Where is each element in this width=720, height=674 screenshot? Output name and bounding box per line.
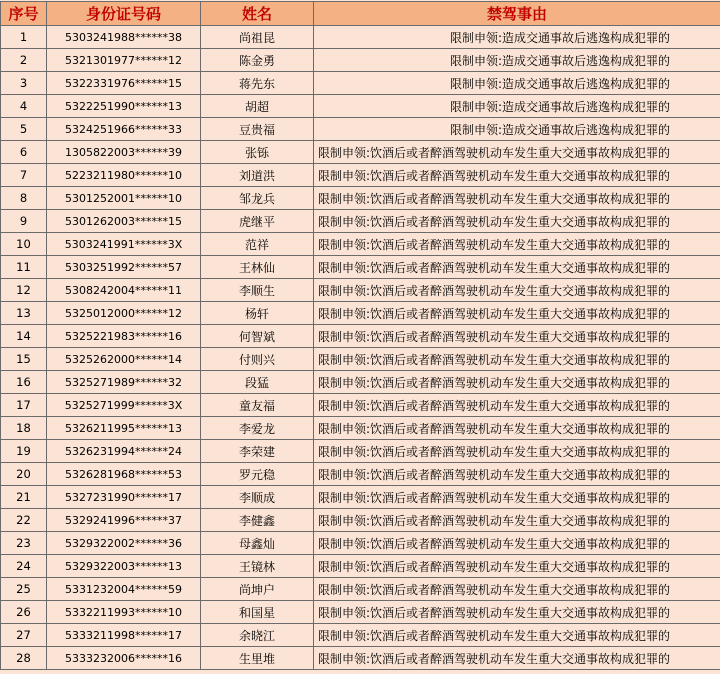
ban-reason-cell: 限制申领:饮酒后或者醉酒驾驶机动车发生重大交通事故构成犯罪的 xyxy=(314,187,720,210)
name-cell: 童友福 xyxy=(201,394,314,417)
table-row xyxy=(1,348,720,371)
name-cell: 付则兴 xyxy=(201,348,314,371)
serial-number-cell: 6 xyxy=(1,141,47,164)
table-row xyxy=(1,95,720,118)
ban-reason-cell: 限制申领:饮酒后或者醉酒驾驶机动车发生重大交通事故构成犯罪的 xyxy=(314,647,720,670)
name-cell: 虎继平 xyxy=(201,210,314,233)
id-number-cell: 5332211993******10 xyxy=(47,601,201,624)
id-number-cell: 5321301977******12 xyxy=(47,49,201,72)
name-cell: 尚坤户 xyxy=(201,578,314,601)
table-row xyxy=(1,118,720,141)
table-row xyxy=(1,325,720,348)
id-number-cell: 5325221983******16 xyxy=(47,325,201,348)
id-number-cell: 5333232006******16 xyxy=(47,647,201,670)
ban-reason-cell: 限制申领:饮酒后或者醉酒驾驶机动车发生重大交通事故构成犯罪的 xyxy=(314,578,720,601)
id-number-cell: 5301252001******10 xyxy=(47,187,201,210)
serial-number-cell: 23 xyxy=(1,532,47,555)
id-number-cell: 5325262000******14 xyxy=(47,348,201,371)
ban-reason-cell: 限制申领:饮酒后或者醉酒驾驶机动车发生重大交通事故构成犯罪的 xyxy=(314,394,720,417)
id-number-cell: 5329241996******37 xyxy=(47,509,201,532)
ban-reason-cell: 限制申领:造成交通事故后逃逸构成犯罪的 xyxy=(314,95,720,118)
name-cell: 余晓江 xyxy=(201,624,314,647)
name-cell: 张铄 xyxy=(201,141,314,164)
serial-number-cell: 16 xyxy=(1,371,47,394)
name-cell: 母鑫灿 xyxy=(201,532,314,555)
table-row xyxy=(1,463,720,486)
ban-reason-cell: 限制申领:饮酒后或者醉酒驾驶机动车发生重大交通事故构成犯罪的 xyxy=(314,624,720,647)
ban-reason-cell: 限制申领:饮酒后或者醉酒驾驶机动车发生重大交通事故构成犯罪的 xyxy=(314,233,720,256)
ban-reason-cell: 限制申领:饮酒后或者醉酒驾驶机动车发生重大交通事故构成犯罪的 xyxy=(314,532,720,555)
name-cell: 尚祖昆 xyxy=(201,26,314,49)
name-cell: 陈金勇 xyxy=(201,49,314,72)
table-row xyxy=(1,141,720,164)
name-cell: 蒋先东 xyxy=(201,72,314,95)
table-row xyxy=(1,440,720,463)
id-number-cell: 5324251966******33 xyxy=(47,118,201,141)
id-number-cell: 5223211980******10 xyxy=(47,164,201,187)
id-number-cell: 5322331976******15 xyxy=(47,72,201,95)
ban-reason-cell: 限制申领:饮酒后或者醉酒驾驶机动车发生重大交通事故构成犯罪的 xyxy=(314,141,720,164)
serial-number-cell: 18 xyxy=(1,417,47,440)
id-number-cell: 5326211995******13 xyxy=(47,417,201,440)
id-number-cell: 5303241991******3X xyxy=(47,233,201,256)
id-number-cell: 5329322003******13 xyxy=(47,555,201,578)
ban-reason-cell: 限制申领:饮酒后或者醉酒驾驶机动车发生重大交通事故构成犯罪的 xyxy=(314,325,720,348)
id-number-cell: 5329322002******36 xyxy=(47,532,201,555)
table-row xyxy=(1,601,720,624)
serial-number-cell: 1 xyxy=(1,26,47,49)
name-cell: 李健鑫 xyxy=(201,509,314,532)
id-number-cell: 5325271989******32 xyxy=(47,371,201,394)
id-number-cell: 5301262003******15 xyxy=(47,210,201,233)
id-number-cell: 5326231994******24 xyxy=(47,440,201,463)
table-row xyxy=(1,256,720,279)
ban-reason-cell: 限制申领:饮酒后或者醉酒驾驶机动车发生重大交通事故构成犯罪的 xyxy=(314,256,720,279)
serial-number-cell: 7 xyxy=(1,164,47,187)
ban-reason-cell: 限制申领:饮酒后或者醉酒驾驶机动车发生重大交通事故构成犯罪的 xyxy=(314,210,720,233)
id-number-cell: 5325271999******3X xyxy=(47,394,201,417)
table-row xyxy=(1,210,720,233)
name-cell: 刘道洪 xyxy=(201,164,314,187)
name-cell: 王林仙 xyxy=(201,256,314,279)
table-row xyxy=(1,624,720,647)
serial-number-cell: 14 xyxy=(1,325,47,348)
table-row xyxy=(1,371,720,394)
name-cell: 李荣建 xyxy=(201,440,314,463)
table-row xyxy=(1,26,720,49)
id-number-cell: 5325012000******12 xyxy=(47,302,201,325)
header-id-number: 身份证号码 xyxy=(47,2,201,26)
serial-number-cell: 21 xyxy=(1,486,47,509)
id-number-cell: 5303241988******38 xyxy=(47,26,201,49)
id-number-cell: 5333211998******17 xyxy=(47,624,201,647)
table-row xyxy=(1,486,720,509)
id-number-cell: 1305822003******39 xyxy=(47,141,201,164)
name-cell: 何智斌 xyxy=(201,325,314,348)
serial-number-cell: 11 xyxy=(1,256,47,279)
serial-number-cell: 15 xyxy=(1,348,47,371)
table-header xyxy=(1,2,720,26)
table-row xyxy=(1,532,720,555)
id-number-cell: 5331232004******59 xyxy=(47,578,201,601)
table-row xyxy=(1,394,720,417)
id-number-cell: 5322251990******13 xyxy=(47,95,201,118)
name-cell: 李顺成 xyxy=(201,486,314,509)
name-cell: 范祥 xyxy=(201,233,314,256)
serial-number-cell: 13 xyxy=(1,302,47,325)
table-row xyxy=(1,72,720,95)
serial-number-cell: 8 xyxy=(1,187,47,210)
header-serial-number: 序号 xyxy=(1,2,47,26)
ban-reason-cell: 限制申领:造成交通事故后逃逸构成犯罪的 xyxy=(314,72,720,95)
ban-reason-cell: 限制申领:饮酒后或者醉酒驾驶机动车发生重大交通事故构成犯罪的 xyxy=(314,440,720,463)
serial-number-cell: 22 xyxy=(1,509,47,532)
ban-reason-cell: 限制申领:饮酒后或者醉酒驾驶机动车发生重大交通事故构成犯罪的 xyxy=(314,509,720,532)
id-number-cell: 5308242004******11 xyxy=(47,279,201,302)
ban-reason-cell: 限制申领:造成交通事故后逃逸构成犯罪的 xyxy=(314,26,720,49)
table-row xyxy=(1,578,720,601)
ban-reason-cell: 限制申领:饮酒后或者醉酒驾驶机动车发生重大交通事故构成犯罪的 xyxy=(314,555,720,578)
name-cell: 豆贵福 xyxy=(201,118,314,141)
serial-number-cell: 2 xyxy=(1,49,47,72)
ban-reason-cell: 限制申领:造成交通事故后逃逸构成犯罪的 xyxy=(314,49,720,72)
table-row xyxy=(1,233,720,256)
id-number-cell: 5327231990******17 xyxy=(47,486,201,509)
name-cell: 李顺生 xyxy=(201,279,314,302)
ban-reason-cell: 限制申领:饮酒后或者醉酒驾驶机动车发生重大交通事故构成犯罪的 xyxy=(314,601,720,624)
ban-reason-cell: 限制申领:造成交通事故后逃逸构成犯罪的 xyxy=(314,118,720,141)
table-row xyxy=(1,302,720,325)
serial-number-cell: 4 xyxy=(1,95,47,118)
table-row xyxy=(1,417,720,440)
table-row xyxy=(1,555,720,578)
id-number-cell: 5326281968******53 xyxy=(47,463,201,486)
id-number-cell: 5303251992******57 xyxy=(47,256,201,279)
serial-number-cell: 17 xyxy=(1,394,47,417)
ban-reason-cell: 限制申领:饮酒后或者醉酒驾驶机动车发生重大交通事故构成犯罪的 xyxy=(314,486,720,509)
serial-number-cell: 9 xyxy=(1,210,47,233)
name-cell: 邹龙兵 xyxy=(201,187,314,210)
header-row xyxy=(1,2,720,26)
serial-number-cell: 26 xyxy=(1,601,47,624)
serial-number-cell: 27 xyxy=(1,624,47,647)
table-row xyxy=(1,49,720,72)
serial-number-cell: 3 xyxy=(1,72,47,95)
serial-number-cell: 25 xyxy=(1,578,47,601)
table-row xyxy=(1,509,720,532)
ban-reason-cell: 限制申领:饮酒后或者醉酒驾驶机动车发生重大交通事故构成犯罪的 xyxy=(314,417,720,440)
table-row xyxy=(1,279,720,302)
name-cell: 王镜林 xyxy=(201,555,314,578)
ban-reason-cell: 限制申领:饮酒后或者醉酒驾驶机动车发生重大交通事故构成犯罪的 xyxy=(314,302,720,325)
name-cell: 段猛 xyxy=(201,371,314,394)
ban-reason-cell: 限制申领:饮酒后或者醉酒驾驶机动车发生重大交通事故构成犯罪的 xyxy=(314,463,720,486)
serial-number-cell: 19 xyxy=(1,440,47,463)
table-row xyxy=(1,647,720,670)
ban-reason-cell: 限制申领:饮酒后或者醉酒驾驶机动车发生重大交通事故构成犯罪的 xyxy=(314,279,720,302)
name-cell: 李爱龙 xyxy=(201,417,314,440)
serial-number-cell: 20 xyxy=(1,463,47,486)
serial-number-cell: 10 xyxy=(1,233,47,256)
ban-reason-cell: 限制申领:饮酒后或者醉酒驾驶机动车发生重大交通事故构成犯罪的 xyxy=(314,348,720,371)
name-cell: 生里堆 xyxy=(201,647,314,670)
name-cell: 和国星 xyxy=(201,601,314,624)
ban-reason-cell: 限制申领:饮酒后或者醉酒驾驶机动车发生重大交通事故构成犯罪的 xyxy=(314,371,720,394)
ban-reason-cell: 限制申领:饮酒后或者醉酒驾驶机动车发生重大交通事故构成犯罪的 xyxy=(314,164,720,187)
serial-number-cell: 24 xyxy=(1,555,47,578)
name-cell: 胡超 xyxy=(201,95,314,118)
table-row xyxy=(1,187,720,210)
table-row xyxy=(1,164,720,187)
driving-ban-table xyxy=(0,1,720,670)
name-cell: 罗元稳 xyxy=(201,463,314,486)
serial-number-cell: 28 xyxy=(1,647,47,670)
serial-number-cell: 5 xyxy=(1,118,47,141)
serial-number-cell: 12 xyxy=(1,279,47,302)
header-name: 姓名 xyxy=(201,2,314,26)
header-ban-reason: 禁驾事由 xyxy=(314,2,720,26)
name-cell: 杨轩 xyxy=(201,302,314,325)
table-body xyxy=(1,26,720,670)
